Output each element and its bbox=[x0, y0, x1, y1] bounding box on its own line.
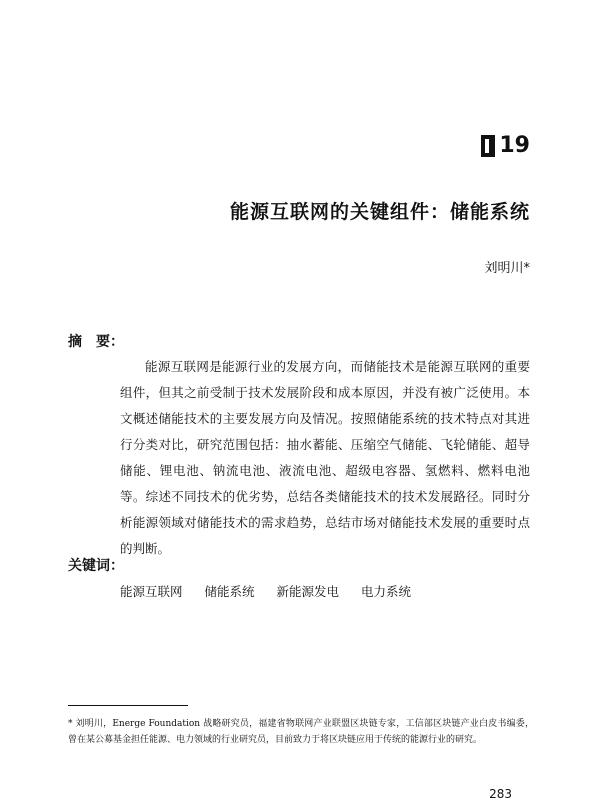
keyword: 能源互联网 bbox=[120, 584, 183, 599]
footnote: * 刘明川，Energe Foundation 战略研究员，福建省物联网产业联盟区块链专家，工信部区块链产业白皮书编委，曾在某公募基金担任能源、电力领域的行业研究员，目前致力于将区块链应用于传统的能源行业的研究。 bbox=[68, 719, 534, 745]
abstract-body: 能源互联网是能源行业的发展方向，而储能技术是能源互联网的重要组件，但其之前受制于技术发展阶段和成本原因，并没有被广泛使用。本文概述储能技术的主要发展方向及情况。按照储能系统的技术特点对其进行分类对比，研究范围包括：抽水蓄能、压缩空气储能、飞轮储能、超导储能、锂电池、钠流电池、液流电池、超级电容器、氢燃料、燃料电池等。综述不同技术的优劣势，总结各类储能技术的技术发展路径。同时分析能源领域对储能技术的需求趋势，总结市场对储能技术发展的重要时点的判断。 bbox=[120, 359, 530, 556]
keywords-list bbox=[120, 582, 411, 600]
keyword: 储能系统 bbox=[204, 584, 255, 599]
chapter-label bbox=[481, 133, 530, 158]
page-number: 283 bbox=[489, 787, 512, 801]
keywords-heading: 关键词： bbox=[68, 558, 124, 574]
chapter-icon bbox=[481, 135, 495, 157]
chapter-number: 19 bbox=[499, 133, 530, 158]
author: 刘明川* bbox=[484, 261, 530, 276]
page-title: 能源互联网的关键组件：储能系统 bbox=[229, 201, 530, 223]
keyword: 新能源发电 bbox=[276, 584, 340, 599]
keyword: 电力系统 bbox=[361, 584, 412, 599]
footnote-divider bbox=[68, 705, 188, 706]
abstract-heading: 摘 要： bbox=[68, 334, 124, 350]
